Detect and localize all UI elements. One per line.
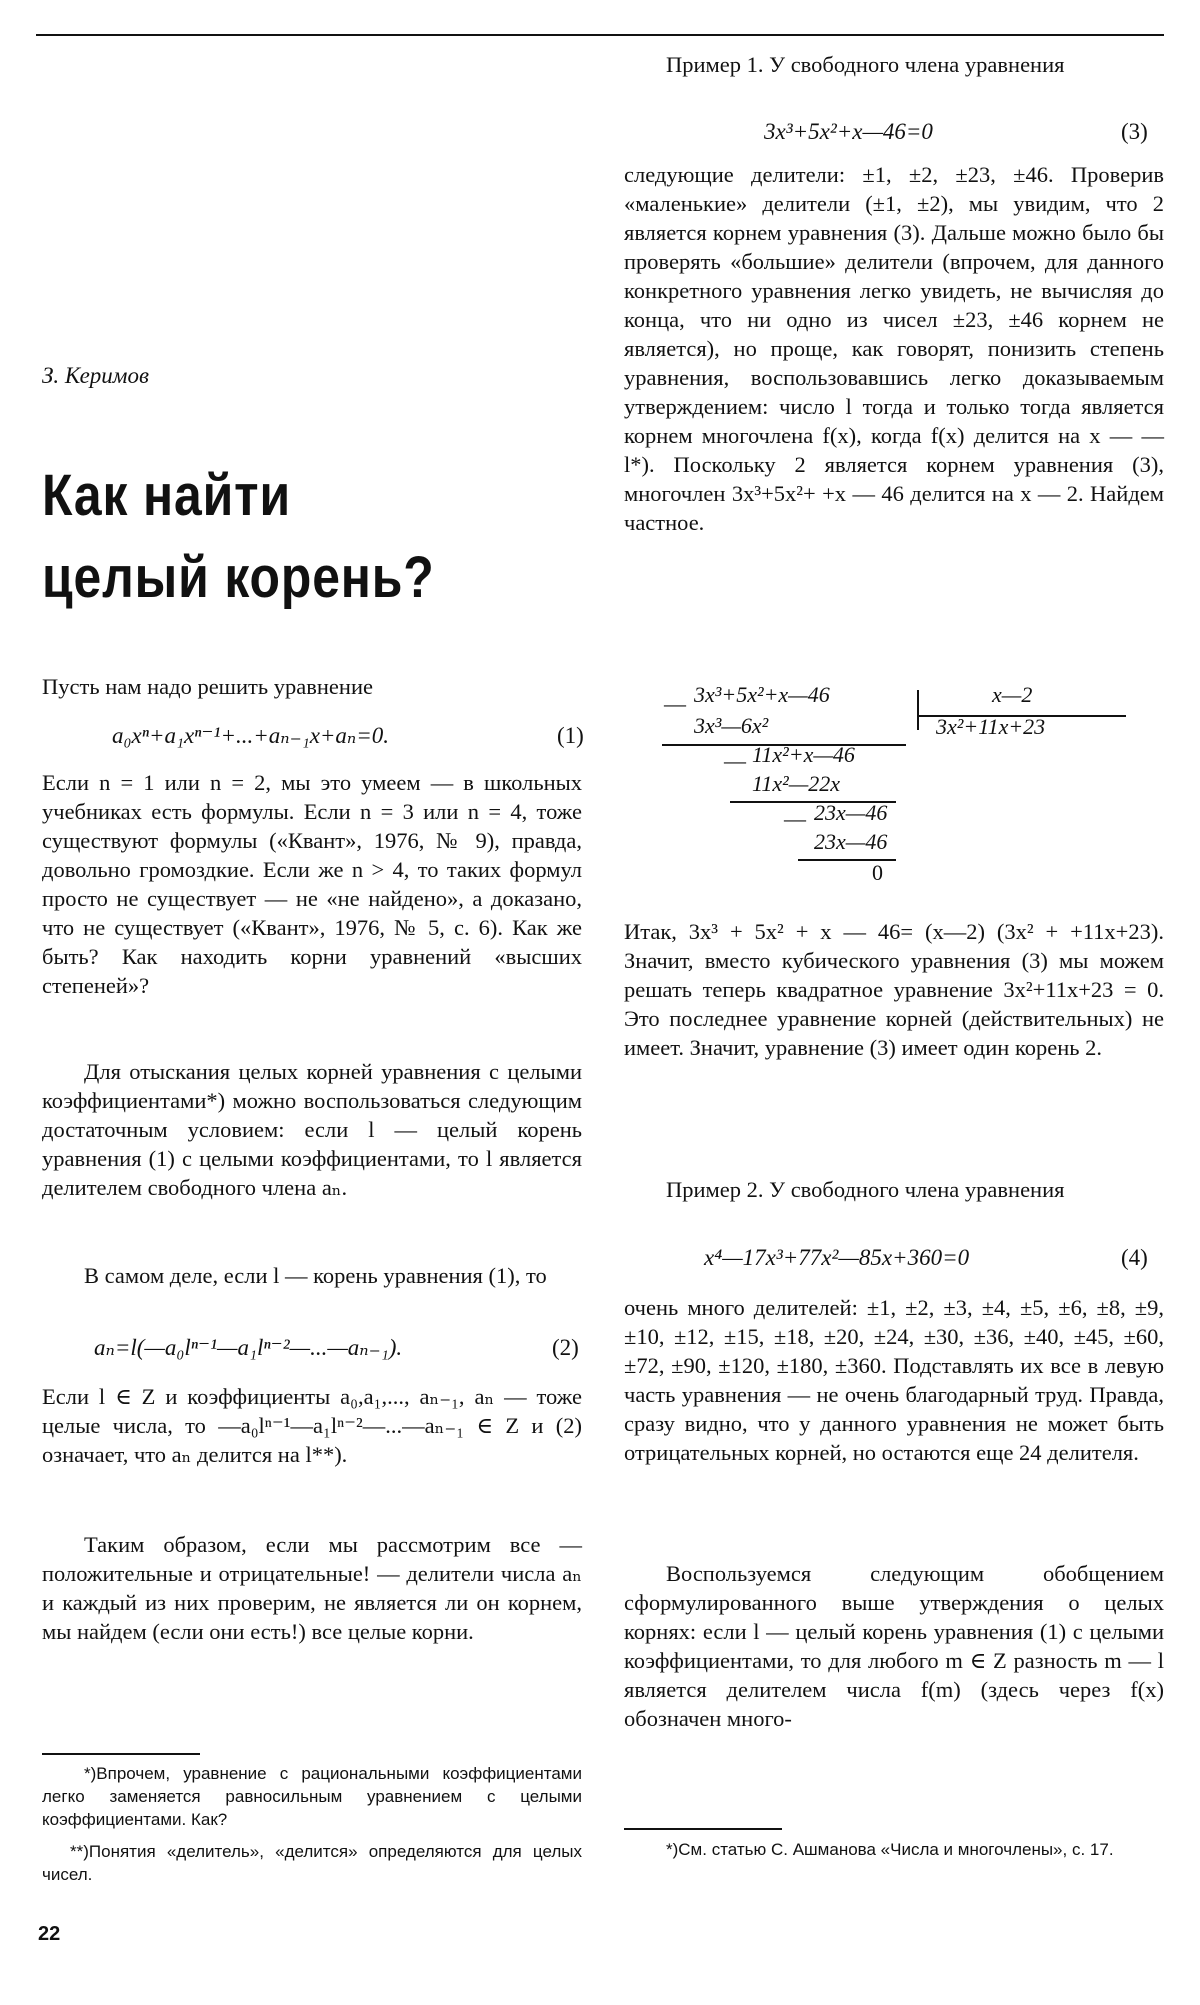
equation-2-number: (2) <box>552 1335 579 1360</box>
page-number: 22 <box>38 1923 61 1945</box>
subtrahend-3: 23x—46 <box>814 829 888 854</box>
divisor: x—2 <box>992 682 1033 707</box>
remainder-1: 11x²+x—46 <box>752 742 855 767</box>
minus-3: — <box>784 806 806 831</box>
remainder-2: 23x—46 <box>814 800 888 825</box>
footnote-2: **)Понятия «делитель», «делится» определяются для целых чисел. <box>42 1842 582 1884</box>
author: З. Керимов <box>42 363 149 388</box>
equation-1-number: (1) <box>557 723 584 748</box>
intro-text: Пусть нам надо решить уравнение <box>42 674 373 699</box>
equation-3-number: (3) <box>1121 119 1148 144</box>
equation-4: x⁴—17x³+77x²—85x+360=0 <box>704 1245 970 1270</box>
example-1-heading: Пример 1. У свободного члена уравнения <box>666 52 1065 77</box>
article-title <box>42 455 524 619</box>
footnote-1: *)Впрочем, уравнение с рациональными коэффициентами легко заменяется равносильным уравнением с целыми коэффициентами. Как? <box>42 1764 582 1829</box>
example-1-conclusion: Итак, 3x³ + 5x² + x — 46= (x—2) (3x² + +11x+23). Значит, вместо кубического уравнения (3) мы можем решать теперь квадратное уравнение 3x²+11x+23 = 0. Это последнее уравнение корней (действительных) не имеет. Значит, уравнение (3) имеет один корень 2. <box>624 919 1164 1060</box>
paragraph-2: Для отыскания целых корней уравнения с целыми коэффициентами*) можно воспользоваться следующим достаточным условием: если l — целый корень уравнения (1) с целыми коэффициентами, то l является делителем свободного члена aₙ. <box>42 1059 582 1200</box>
title-line-1: Как найти <box>42 463 291 528</box>
remainder-final: 0 <box>872 860 883 885</box>
title-line-2: целый корень? <box>42 545 435 610</box>
minus-2: — <box>724 748 746 773</box>
equation-4-number: (4) <box>1121 1245 1148 1270</box>
minus-1: — <box>664 691 686 716</box>
paragraph-4: Если l ∈ Z и коэффициенты a₀,a₁,..., aₙ₋₁, aₙ — тоже целые числа, то —a₀lⁿ⁻¹—a₁lⁿ⁻²—...—aₙ₋₁ ∈ Z и (2) означает, что aₙ делится на l**). <box>42 1384 582 1467</box>
footnote-rule-left <box>42 1753 200 1755</box>
paragraph-1: Если n = 1 или n = 2, мы это умеем — в школьных учебниках есть формулы. Если n = 3 или n = 4, тоже существуют формулы («Квант», 1976, № 9), правда, довольно громоздкие. Если же n > 4, то таких формул просто не существует — не «не найдено», а доказано, что не существует («Квант», 1976, № 5, с. 6). Как же быть? Как находить корни уравнений «высших степеней»? <box>42 770 582 998</box>
long-division <box>656 682 1136 900</box>
example-2-text: очень много делителей: ±1, ±2, ±3, ±4, ±5, ±6, ±8, ±9, ±10, ±12, ±15, ±18, ±20, ±24, ±30, ±36, ±40, ±45, ±60, ±72, ±90, ±120, ±180, ±360. Подставлять их все в левую часть уравнения — не очень благодарный труд. Правда, сразу видно, что у данного уравнения не может быть отрицательных корней, но остаются еще 24 делителя. <box>624 1295 1164 1465</box>
paragraph-5: Таким образом, если мы рассмотрим все — положительные и отрицательные! — делители числа aₙ и каждый из них проверим, не является ли он корнем, мы найдем (если они есть!) все целые корни. <box>42 1532 582 1644</box>
equation-3: 3x³+5x²+x—46=0 <box>764 119 933 144</box>
example-2-heading: Пример 2. У свободного члена уравнения <box>666 1177 1065 1202</box>
equation-2: aₙ=l(—a₀lⁿ⁻¹—a₁lⁿ⁻²—...—aₙ₋₁). <box>94 1335 403 1360</box>
generalization-text: Воспользуемся следующим обобщением сформулированного выше утверждения о целых корнях: если l — целый корень уравнения (1) с целыми коэффициентами, то для любого m ∈ Z разность m — l является делителем числа f(m) (здесь через f(x) обозначен много- <box>624 1561 1164 1731</box>
example-1-text: следующие делители: ±1, ±2, ±23, ±46. Проверив «маленькие» делители (±1, ±2), мы увидим, что 2 является корнем уравнения (3). Дальше можно было бы проверять «большие» делители (впрочем, для данного конкретного уравнения легко увидеть, не вычисляя до конца, что ни одно из чисел ±23, ±46 корнем не является), но проще, как говорят, понизить степень уравнения, воспользовавшись легко доказываемым утверждением: число l тогда и только тогда является корнем многочлена f(x), когда f(x) делится на x — — l*). Поскольку 2 является корнем уравнения (3), многочлен 3x³+5x²+ +x — 46 делится на x — 2. Найдем частное. <box>624 162 1164 535</box>
subtrahend-1: 3x³—6x² <box>694 713 769 738</box>
equation-1: a₀xⁿ+a₁xⁿ⁻¹+...+aₙ₋₁x+aₙ=0. <box>112 723 390 748</box>
quotient: 3x²+11x+23 <box>936 714 1046 739</box>
footnote-right: *)См. статью С. Ашманова «Числа и многочлены», с. 17. <box>666 1840 1114 1859</box>
footnote-rule-right <box>624 1828 782 1830</box>
subtrahend-2: 11x²—22x <box>752 771 841 796</box>
dividend: 3x³+5x²+x—46 <box>694 682 830 707</box>
top-rule <box>36 34 1164 36</box>
paragraph-3: В самом деле, если l — корень уравнения (1), то <box>84 1263 547 1288</box>
